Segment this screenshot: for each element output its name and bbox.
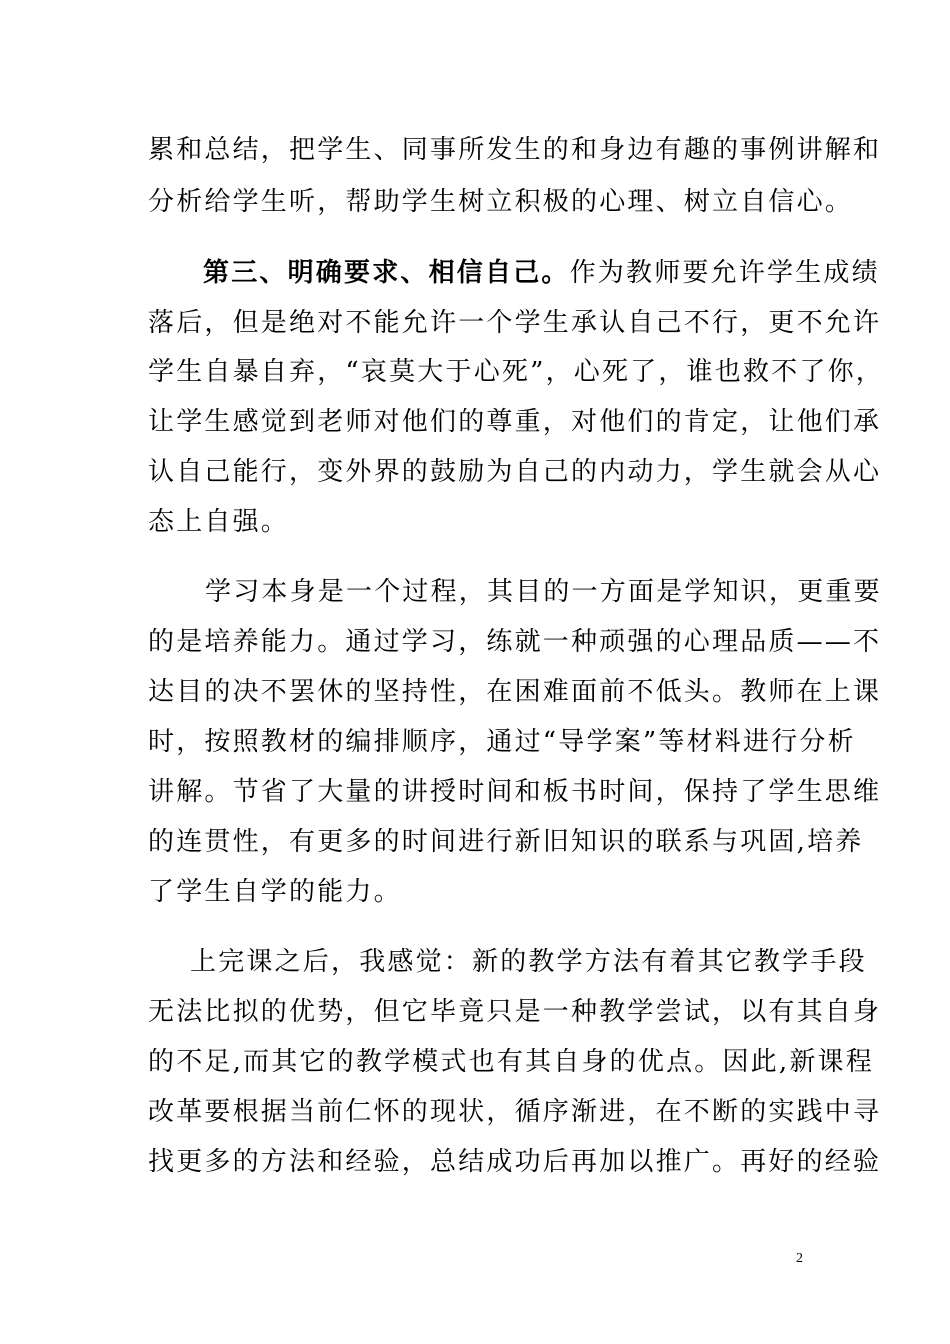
text-line: 态上自强。 — [148, 507, 290, 537]
text-line: 分析给学生听，帮助学生树立积极的心理、树立自信心。 — [148, 187, 854, 217]
text-fragment: 作为教师要允许学生成绩 — [569, 258, 880, 288]
text-line: 的不足,而其它的教学模式也有其自身的优点。因此,新课程 — [148, 1047, 874, 1077]
text-line: 上完课之后，我感觉：新的教学方法有着其它教学手段 — [190, 947, 867, 977]
text-line: 的连贯性，有更多的时间进行新旧知识的联系与巩固,培养 — [148, 827, 864, 857]
text-line: 讲解。节省了大量的讲授时间和板书时间，保持了学生思维 — [148, 777, 882, 807]
section-heading: 第三、明确要求、相信自己。 — [203, 258, 570, 288]
section-first-line — [203, 257, 880, 289]
text-line: 了学生自学的能力。 — [148, 877, 402, 907]
text-line: 的是培养能力。通过学习，练就一种顽强的心理品质——不 — [148, 627, 882, 657]
page-number: 2 — [796, 1251, 803, 1266]
text-line: 学生自暴自弃，“哀莫大于心死”，心死了，谁也救不了你， — [148, 357, 884, 387]
text-line: 找更多的方法和经验，总结成功后再加以推广。再好的经验 — [148, 1147, 882, 1177]
text-line: 改革要根据当前仁怀的现状，循序渐进，在不断的实践中寻 — [148, 1097, 882, 1127]
text-line: 无法比拟的优势，但它毕竟只是一种教学尝试，以有其自身 — [148, 997, 882, 1027]
text-line: 累和总结，把学生、同事所发生的和身边有趣的事例讲解和 — [148, 135, 882, 165]
text-line: 达目的决不罢休的坚持性，在困难面前不低头。教师在上课 — [148, 677, 882, 707]
text-line: 学习本身是一个过程，其目的一方面是学知识，更重要 — [205, 577, 882, 607]
text-line: 落后，但是绝对不能允许一个学生承认自己不行，更不允许 — [148, 308, 882, 338]
text-line: 让学生感觉到老师对他们的尊重，对他们的肯定，让他们承 — [148, 407, 882, 437]
text-line: 时，按照教材的编排顺序，通过“导学案”等材料进行分析 — [148, 727, 856, 757]
text-line: 认自己能行，变外界的鼓励为自己的内动力，学生就会从心 — [148, 457, 882, 487]
